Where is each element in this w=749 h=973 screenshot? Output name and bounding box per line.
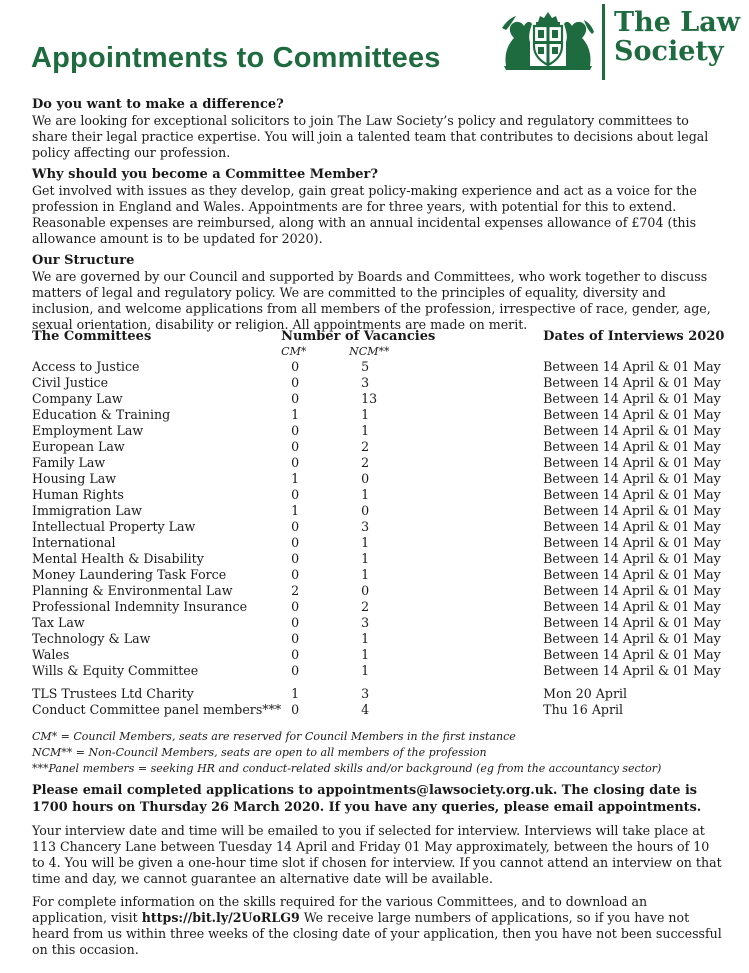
- interview-dates: Between 14 April & 01 May: [543, 455, 721, 470]
- interview-dates: Between 14 April & 01 May: [543, 615, 721, 630]
- table-row: [32, 535, 743, 551]
- interview-info: Your interview date and time will be emailed to you if selected for interview. Interviews will take place at 113 Chancery Lane between Tuesday 14 April and Friday 01 May approximately, between the hours of 10 to 4. You will be given a one-hour time slot if chosen for interview. If you cannot attend an interview on that time and day, we cannot guarantee an alternative date will be available.: [32, 823, 722, 886]
- intro-sections: [32, 97, 722, 339]
- table-row: [32, 391, 743, 407]
- cm-vacancies: 0: [291, 567, 300, 582]
- committee-name: International: [32, 535, 116, 550]
- interview-dates: Thu 16 April: [543, 702, 624, 717]
- cm-vacancies: 0: [291, 439, 300, 454]
- interview-dates: Between 14 April & 01 May: [543, 519, 721, 534]
- interview-dates: Between 14 April & 01 May: [543, 423, 721, 438]
- table-row: [32, 455, 743, 471]
- ncm-vacancies: 3: [361, 375, 370, 390]
- committee-name: Wills & Equity Committee: [32, 663, 199, 678]
- ncm-vacancies: 1: [361, 567, 370, 582]
- committee-name: Company Law: [32, 391, 123, 406]
- interview-dates: Between 14 April & 01 May: [543, 535, 721, 550]
- table-subheader-row: [32, 345, 743, 359]
- section-heading: Do you want to make a difference?: [32, 97, 284, 112]
- cm-vacancies: 0: [291, 455, 300, 470]
- cm-vacancies: 2: [291, 583, 300, 598]
- table-row: [32, 599, 743, 615]
- cm-vacancies: 0: [291, 663, 300, 678]
- header-vacancies: Number of Vacancies: [281, 329, 436, 344]
- ncm-vacancies: 1: [361, 407, 370, 422]
- footnote-panel: ***Panel members = seeking HR and conduct-related skills and/or background (eg from the accountancy sector): [32, 762, 662, 775]
- committee-name: Intellectual Property Law: [32, 519, 196, 534]
- committee-name: Family Law: [32, 455, 106, 470]
- interview-dates: Between 14 April & 01 May: [543, 567, 721, 582]
- logo-wordmark: [614, 8, 740, 66]
- cm-vacancies: 0: [291, 519, 300, 534]
- cm-vacancies: 0: [291, 702, 300, 717]
- committee-name: Planning & Environmental Law: [32, 583, 233, 598]
- cm-vacancies: 0: [291, 551, 300, 566]
- committee-name: Wales: [32, 647, 70, 662]
- more-info-suffix: We receive large numbers of applications, so if you have not heard from us within three weeks of the closing date of your application, then you have not been successful on this occasion.: [32, 910, 722, 957]
- cm-vacancies: 0: [291, 487, 300, 502]
- committee-name: Immigration Law: [32, 503, 142, 518]
- committee-name: TLS Trustees Ltd Charity: [32, 686, 194, 701]
- logo-divider: [602, 4, 605, 80]
- committee-name: Tax Law: [32, 615, 85, 630]
- cm-vacancies: 0: [291, 647, 300, 662]
- section-structure: [32, 253, 722, 333]
- interview-dates: Between 14 April & 01 May: [543, 551, 721, 566]
- committee-name: Conduct Committee panel members***: [32, 702, 282, 717]
- interview-dates: Mon 20 April: [543, 686, 628, 701]
- ncm-vacancies: 2: [361, 439, 370, 454]
- law-society-crest-icon: [500, 8, 596, 72]
- footnote-cm: CM* = Council Members, seats are reserved for Council Members in the first instance: [32, 730, 516, 743]
- committee-name: Money Laundering Task Force: [32, 567, 227, 582]
- interview-dates: Between 14 April & 01 May: [543, 407, 721, 422]
- table-header-row: [32, 329, 743, 345]
- table-row: [32, 702, 743, 718]
- ncm-vacancies: 4: [361, 702, 370, 717]
- subheader-cm: CM*: [281, 345, 307, 358]
- ncm-vacancies: 1: [361, 535, 370, 550]
- closing-date-notice: Please email completed applications to appointments@lawsociety.org.uk. The closing date is 1700 hours on Thursday 26 March 2020. If you have any queries, please email appointments.: [32, 783, 702, 815]
- interview-dates: Between 14 April & 01 May: [543, 391, 721, 406]
- ncm-vacancies: 5: [361, 359, 370, 374]
- ncm-vacancies: 2: [361, 455, 370, 470]
- ncm-vacancies: 1: [361, 487, 370, 502]
- interview-dates: Between 14 April & 01 May: [543, 631, 721, 646]
- cm-vacancies: 1: [291, 686, 300, 701]
- table-row: [32, 647, 743, 663]
- ncm-vacancies: 1: [361, 551, 370, 566]
- ncm-vacancies: 3: [361, 615, 370, 630]
- table-row: [32, 439, 743, 455]
- ncm-vacancies: 0: [361, 471, 370, 486]
- ncm-vacancies: 1: [361, 663, 370, 678]
- cm-vacancies: 0: [291, 535, 300, 550]
- table-row: [32, 487, 743, 503]
- footnotes: [32, 729, 732, 777]
- cm-vacancies: 0: [291, 359, 300, 374]
- committee-name: Technology & Law: [32, 631, 151, 646]
- cm-vacancies: 1: [291, 471, 300, 486]
- logo-line-1: The Law: [614, 7, 741, 38]
- interview-dates: Between 14 April & 01 May: [543, 599, 721, 614]
- committee-name: Mental Health & Disability: [32, 551, 204, 566]
- cm-vacancies: 0: [291, 615, 300, 630]
- logo-line-2: Society: [614, 36, 724, 67]
- committee-name: Education & Training: [32, 407, 171, 422]
- section-heading: Our Structure: [32, 253, 135, 268]
- committee-name: Professional Indemnity Insurance: [32, 599, 248, 614]
- interview-dates: Between 14 April & 01 May: [543, 359, 721, 374]
- committee-name: Employment Law: [32, 423, 144, 438]
- footnote-ncm: NCM** = Non-Council Members, seats are open to all members of the profession: [32, 746, 487, 759]
- table-row: [32, 686, 743, 702]
- interview-dates: Between 14 April & 01 May: [543, 439, 721, 454]
- committee-name: European Law: [32, 439, 125, 454]
- cm-vacancies: 0: [291, 423, 300, 438]
- table-row: [32, 519, 743, 535]
- more-info: [32, 894, 722, 958]
- interview-dates: Between 14 April & 01 May: [543, 503, 721, 518]
- interview-dates: Between 14 April & 01 May: [543, 471, 721, 486]
- header-committees: The Committees: [32, 329, 152, 344]
- table-row: [32, 503, 743, 519]
- ncm-vacancies: 0: [361, 583, 370, 598]
- committee-name: Civil Justice: [32, 375, 109, 390]
- interview-dates: Between 14 April & 01 May: [543, 583, 721, 598]
- committees-table: [32, 329, 743, 718]
- header-dates: Dates of Interviews 2020: [543, 329, 725, 344]
- table-row: [32, 407, 743, 423]
- ncm-vacancies: 1: [361, 631, 370, 646]
- section-difference: [32, 97, 722, 161]
- committee-name: Housing Law: [32, 471, 116, 486]
- ncm-vacancies: 13: [361, 391, 378, 406]
- section-heading: Why should you become a Committee Member?: [32, 167, 379, 182]
- interview-dates: Between 14 April & 01 May: [543, 647, 721, 662]
- interview-dates: Between 14 April & 01 May: [543, 487, 721, 502]
- cm-vacancies: 0: [291, 375, 300, 390]
- ncm-vacancies: 3: [361, 686, 370, 701]
- more-info-prefix: For complete information on the skills required for the various Committees, and to download an application, visit: [32, 894, 648, 925]
- table-row: [32, 631, 743, 647]
- section-why-member: [32, 167, 722, 247]
- ncm-vacancies: 1: [361, 647, 370, 662]
- cm-vacancies: 0: [291, 391, 300, 406]
- table-row: [32, 359, 743, 375]
- section-body: We are governed by our Council and supported by Boards and Committees, who work together to discuss matters of legal and regulatory policy. We are committed to the principles of equality, diversity and inclusion, and welcome applications from all members of the profession, irrespective of race, gender, age, sexual orientation, disability or religion. All appointments are made on merit.: [32, 269, 711, 332]
- interview-dates: Between 14 April & 01 May: [543, 375, 721, 390]
- table-row: [32, 663, 743, 679]
- committee-name: Access to Justice: [32, 359, 140, 374]
- application-link[interactable]: https://bit.ly/2UoRLG9: [141, 910, 300, 925]
- table-spacer: [32, 679, 743, 686]
- cm-vacancies: 0: [291, 631, 300, 646]
- ncm-vacancies: 2: [361, 599, 370, 614]
- cm-vacancies: 1: [291, 407, 300, 422]
- subheader-ncm: NCM**: [349, 345, 390, 358]
- table-row: [32, 583, 743, 599]
- cm-vacancies: 0: [291, 599, 300, 614]
- table-row: [32, 551, 743, 567]
- table-row: [32, 615, 743, 631]
- cm-vacancies: 1: [291, 503, 300, 518]
- table-row: [32, 423, 743, 439]
- table-row: [32, 471, 743, 487]
- ncm-vacancies: 1: [361, 423, 370, 438]
- ncm-vacancies: 3: [361, 519, 370, 534]
- interview-dates: Between 14 April & 01 May: [543, 663, 721, 678]
- page-title: Appointments to Committees: [31, 42, 441, 74]
- section-body: We are looking for exceptional solicitors to join The Law Society’s policy and regulatory committees to share their legal practice expertise. You will join a talented team that contributes to decisions about legal policy affecting our profession.: [32, 113, 709, 160]
- section-body: Get involved with issues as they develop, gain great policy-making experience and act as a voice for the profession in England and Wales. Appointments are for three years, with potential for this to extend. Reasonable expenses are reimbursed, along with an annual incidental expenses allowance of £704 (this allowance amount is to be updated for 2020).: [32, 183, 697, 246]
- table-row: [32, 375, 743, 391]
- committee-name: Human Rights: [32, 487, 124, 502]
- table-row: [32, 567, 743, 583]
- ncm-vacancies: 0: [361, 503, 370, 518]
